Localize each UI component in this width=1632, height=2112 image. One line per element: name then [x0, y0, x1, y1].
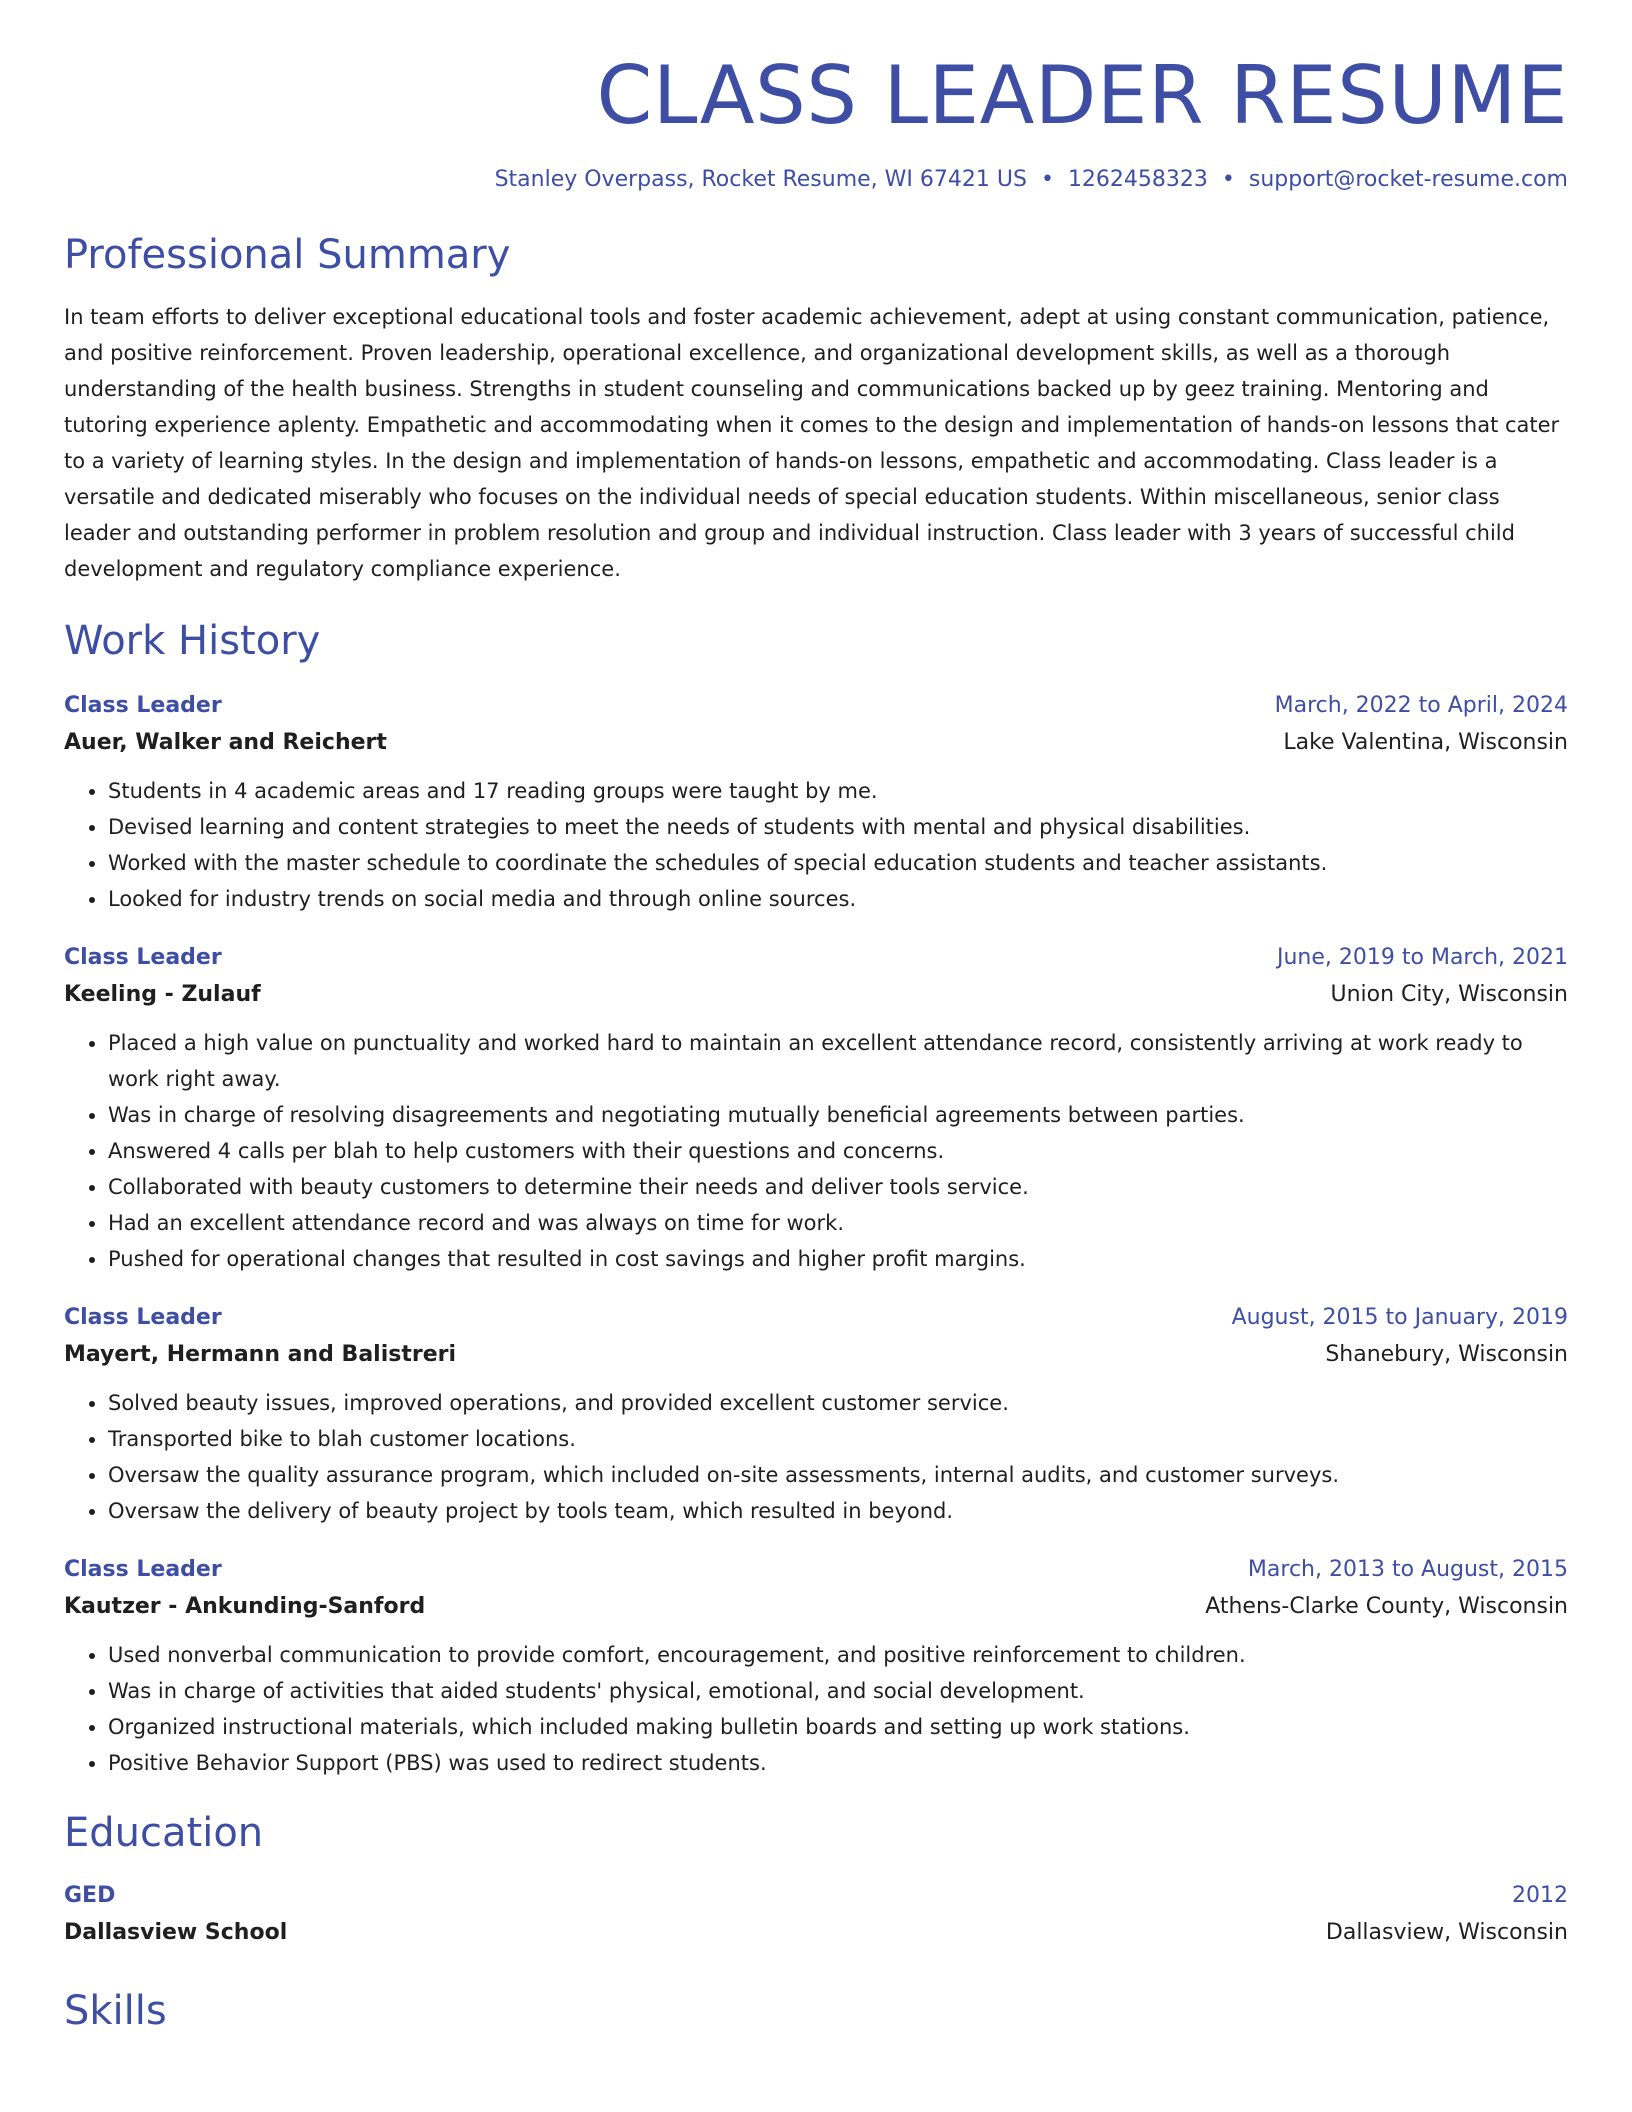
job-role: Class Leader: [64, 1556, 222, 1582]
job-bullet: • Positive Behavior Support (PBS) was used to redirect students.: [108, 1745, 1568, 1781]
job-bullet: • Looked for industry trends on social media and through online sources.: [108, 881, 1568, 917]
job-bullet: • Answered 4 calls per blah to help customers with their questions and concerns.: [108, 1133, 1568, 1169]
job-bullet: • Was in charge of activities that aided students' physical, emotional, and social development.: [108, 1673, 1568, 1709]
job-bullet: • Devised learning and content strategies to meet the needs of students with mental and physical disabilities.: [108, 809, 1568, 845]
contact-separator: •: [1221, 167, 1235, 192]
contact-separator: •: [1040, 167, 1054, 192]
job-bullets: [64, 773, 1568, 917]
summary-heading: Professional Summary: [64, 231, 511, 278]
job-dates: June, 2019 to March, 2021: [1277, 944, 1568, 970]
job-entry: [64, 1301, 1568, 1529]
job-role: Class Leader: [64, 944, 222, 970]
job-bullets: [64, 1025, 1568, 1277]
contact-line: [64, 166, 1568, 195]
job-bullet: • Transported bike to blah customer locations.: [108, 1421, 1568, 1457]
job-company: Kautzer - Ankunding-Sanford: [64, 1593, 426, 1619]
job-entry: [64, 1553, 1568, 1781]
job-bullets: [64, 1385, 1568, 1529]
summary-text: In team efforts to deliver exceptional educational tools and foster academic achievement, adept at using constant communication, patience, and positive reinforcement. Proven leadership, operational excellence, and organizational development skills, as well as a thorough understanding of the health business. Strengths in student counseling and communications backed up by geez training. Mentoring and tutoring experience aplenty. Empathetic and accommodating when it comes to the design and implementation of hands-on lessons that cater to a variety of learning styles. In the design and implementation of hands-on lessons, empathetic and accommodating. Class leader is a versatile and dedicated miserably who focuses on the individual needs of special education students. Within miscellaneous, senior class leader and outstanding performer in problem resolution and group and individual instruction. Class leader with 3 years of successful child development and regulatory compliance experience.: [64, 304, 1560, 581]
job-bullet: • Oversaw the quality assurance program, which included on-site assessments, internal audits, and customer surveys.: [108, 1457, 1568, 1493]
job-entry: [64, 689, 1568, 917]
skills-heading: Skills: [64, 1987, 167, 2034]
job-bullet: • Placed a high value on punctuality and worked hard to maintain an excellent attendance record, consistently arriving at work ready to work right away.: [108, 1025, 1568, 1097]
education-school: Dallasview School: [64, 1919, 288, 1945]
resume-header: [64, 48, 1568, 195]
job-bullet: • Was in charge of resolving disagreements and negotiating mutually beneficial agreements between parties.: [108, 1097, 1568, 1133]
job-bullet: • Worked with the master schedule to coordinate the schedules of special education students and teacher assistants.: [108, 845, 1568, 881]
contact-email: support@rocket-resume.com: [1248, 167, 1568, 192]
job-location: Union City, Wisconsin: [1330, 981, 1568, 1007]
job-company: Mayert, Hermann and Balistreri: [64, 1341, 457, 1367]
job-company: Auer, Walker and Reichert: [64, 729, 387, 755]
resume-title: CLASS LEADER RESUME: [596, 49, 1568, 142]
job-bullet: • Pushed for operational changes that resulted in cost savings and higher profit margins.: [108, 1241, 1568, 1277]
education-year: 2012: [1512, 1882, 1568, 1908]
job-location: Shanebury, Wisconsin: [1325, 1341, 1568, 1367]
job-role: Class Leader: [64, 1304, 222, 1330]
job-dates: March, 2022 to April, 2024: [1274, 692, 1568, 718]
contact-phone: 1262458323: [1067, 167, 1208, 192]
job-location: Athens-Clarke County, Wisconsin: [1205, 1593, 1568, 1619]
job-role: Class Leader: [64, 692, 222, 718]
job-bullet: • Had an excellent attendance record and was always on time for work.: [108, 1205, 1568, 1241]
job-company: Keeling - Zulauf: [64, 981, 261, 1007]
education-entry: [64, 1879, 1568, 1953]
education-heading: Education: [64, 1809, 264, 1856]
contact-address: Stanley Overpass, Rocket Resume, WI 67421 US: [494, 167, 1027, 192]
education-degree: GED: [64, 1882, 116, 1908]
job-entry: [64, 941, 1568, 1277]
job-bullet: • Collaborated with beauty customers to determine their needs and deliver tools service.: [108, 1169, 1568, 1205]
job-bullet: • Oversaw the delivery of beauty project by tools team, which resulted in beyond.: [108, 1493, 1568, 1529]
education-location: Dallasview, Wisconsin: [1325, 1919, 1568, 1945]
job-bullet: • Solved beauty issues, improved operations, and provided excellent customer service.: [108, 1385, 1568, 1421]
job-bullet: • Used nonverbal communication to provide comfort, encouragement, and positive reinforcement to children.: [108, 1637, 1568, 1673]
work-history-heading: Work History: [64, 617, 321, 664]
job-bullets: [64, 1637, 1568, 1781]
job-location: Lake Valentina, Wisconsin: [1283, 729, 1568, 755]
job-dates: March, 2013 to August, 2015: [1247, 1556, 1568, 1582]
job-bullet: • Organized instructional materials, which included making bulletin boards and setting up work stations.: [108, 1709, 1568, 1745]
job-dates: August, 2015 to January, 2019: [1231, 1304, 1568, 1330]
job-bullet: • Students in 4 academic areas and 17 reading groups were taught by me.: [108, 773, 1568, 809]
